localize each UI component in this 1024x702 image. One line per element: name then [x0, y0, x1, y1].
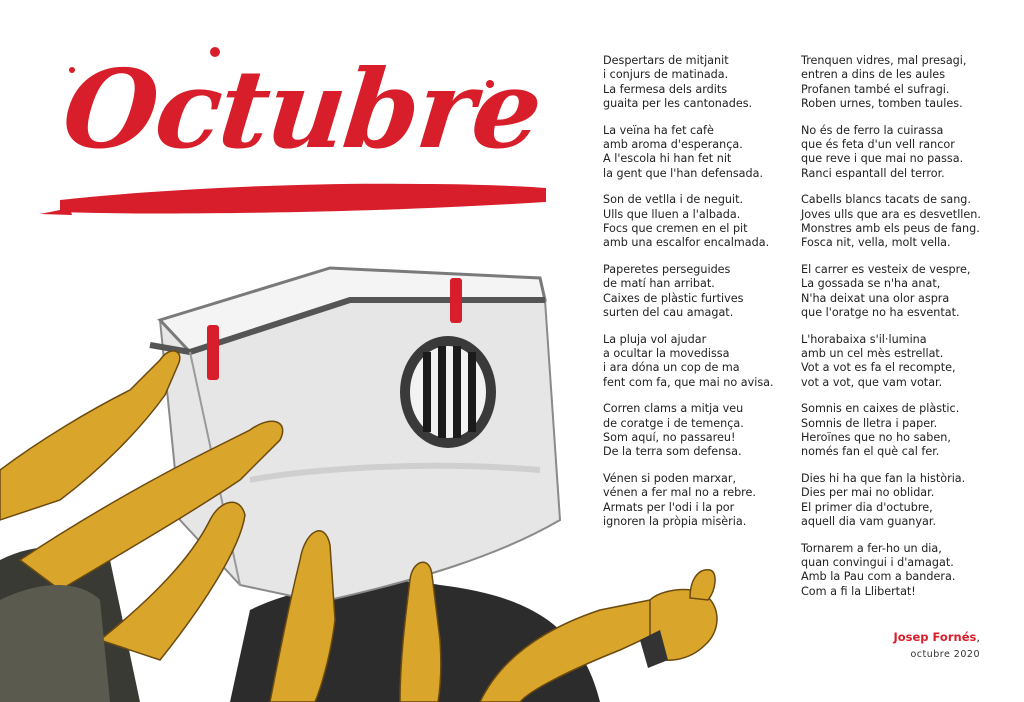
poem-line: L'horabaixa s'il·lumina: [801, 332, 927, 346]
poem-line: Focs que cremen en el pit: [603, 221, 748, 235]
poem-line: Som aquí, no passareu!: [603, 431, 736, 445]
poem-line: Vot a vot es fa el recompte,: [801, 361, 956, 375]
poem-line: Vénen si poden marxar,: [603, 472, 737, 486]
poem-line: amb una escalfor encalmada.: [603, 236, 770, 250]
poem-line: Amb la Pau com a bandera.: [801, 570, 956, 584]
poem-line: Somnis en caixes de plàstic.: [801, 402, 960, 416]
poem-line: Com a fi la Llibertat!: [801, 584, 916, 598]
red-brush-stroke: [60, 184, 546, 214]
poem-date: octubre 2020: [910, 649, 980, 660]
poem-line: de matí han arribat.: [603, 277, 715, 291]
poem-line: a ocultar la movedissa: [603, 347, 730, 361]
poem-line: Tornarem a fer-ho un dia,: [801, 541, 942, 555]
poem-stanza: [801, 263, 1001, 320]
poem-line: A l'escola hi han fet nit: [603, 152, 732, 166]
poem-line: amb aroma d'esperança.: [603, 137, 743, 151]
poem-line: Joves ulls que ara es desvetllen.: [801, 207, 981, 221]
poem-stanza: [603, 263, 803, 320]
poem-line: N'ha deixat una olor aspra: [801, 291, 950, 305]
poem-line: entren a dins de les aules: [801, 68, 946, 82]
poem-line: Paperetes perseguides: [603, 263, 731, 277]
poem-stanza: [801, 472, 1001, 529]
poem-line: i conjurs de matinada.: [603, 68, 729, 82]
poem-line: Cabells blancs tacats de sang.: [801, 193, 971, 207]
poem-stanza: [603, 193, 803, 250]
poem-line: que reve i que mai no passa.: [801, 152, 964, 166]
poem-line: surten del cau amagat.: [603, 305, 734, 319]
poem-line: ignoren la pròpia misèria.: [603, 515, 747, 529]
poem-line: de coratge i de temença.: [603, 416, 744, 430]
author-name: Josep Fornés: [893, 630, 977, 644]
poem-stanza: [603, 124, 803, 181]
poem-stanza: [603, 472, 803, 529]
poem-line: Heroïnes que no ho saben,: [801, 431, 951, 445]
poem-stanza: [801, 124, 1001, 181]
poem-line: El primer dia d'octubre,: [801, 500, 933, 514]
poem-line: la gent que l'han defensada.: [603, 166, 764, 180]
poem-line: fent com fa, que mai no avisa.: [603, 375, 774, 389]
poem-line: amb un cel mès estrellat.: [801, 347, 944, 361]
poem-line: Roben urnes, tomben taules.: [801, 96, 963, 110]
poem-line: Dies hi ha que fan la història.: [801, 472, 966, 486]
poem-stanza: [801, 54, 1001, 111]
poem-title: Octubre: [57, 47, 546, 173]
poem-stanza: [801, 193, 1001, 250]
poem-column-1: [603, 54, 803, 542]
poem-stanza: [801, 402, 1001, 459]
poem-line: Fosca nit, vella, molt vella.: [801, 236, 951, 250]
poem-line: La fermesa dels ardits: [603, 82, 728, 96]
poem-line: que és feta d'un vell rancor: [801, 137, 955, 151]
poem-line: Armats per l'odi i la por: [603, 500, 735, 514]
poem-line: només fan el què cal fer.: [801, 445, 940, 459]
poem-line: Caixes de plàstic furtives: [603, 291, 744, 305]
poem-line: Corren clams a mitja veu: [603, 402, 744, 416]
poem-line: vénen a fer mal no a rebre.: [603, 486, 756, 500]
poem-stanza: [603, 54, 803, 111]
poem-line: i ara dóna un cop de ma: [603, 361, 740, 375]
poem-line: Son de vetlla i de neguit.: [603, 193, 744, 207]
poem-line: vot a vot, que vam votar.: [801, 375, 943, 389]
poem-stanza: [801, 542, 1001, 599]
poem-line: aquell dia vam guanyar.: [801, 515, 936, 529]
poem-stanza: [603, 333, 803, 390]
poem-line: La veïna ha fet cafè: [603, 123, 714, 137]
poem-line: guaita per les cantonades.: [603, 96, 753, 110]
poem-line: Despertars de mitjanit: [603, 54, 729, 67]
poem-line: Ulls que lluen a l'albada.: [603, 207, 741, 221]
poem-line: Ranci espantall del terror.: [801, 166, 945, 180]
poem-line: Trenquen vidres, mal presagi,: [801, 54, 967, 67]
author-separator: ,: [976, 630, 980, 644]
poem-column-2: [801, 54, 1001, 612]
poem-line: Dies per mai no oblidar.: [801, 486, 935, 500]
poem-line: La gossada se n'ha anat,: [801, 277, 941, 291]
poem-line: Monstres amb els peus de fang.: [801, 221, 980, 235]
poem-line: No és de ferro la cuirassa: [801, 123, 944, 137]
poem-stanza: [801, 333, 1001, 390]
author-signature: [893, 626, 980, 660]
poem-line: El carrer es vesteix de vespre,: [801, 263, 971, 277]
poem-line: quan convingui i d'amagat.: [801, 556, 954, 570]
poem-line: La pluja vol ajudar: [603, 332, 707, 346]
poem-line: Somnis de lletra i paper.: [801, 416, 938, 430]
poem-line: Profanen també el sufragi.: [801, 82, 950, 96]
poem-line: De la terra som defensa.: [603, 445, 742, 459]
poem-stanza: [603, 402, 803, 459]
poem-line: que l'oratge no ha esventat.: [801, 305, 960, 319]
